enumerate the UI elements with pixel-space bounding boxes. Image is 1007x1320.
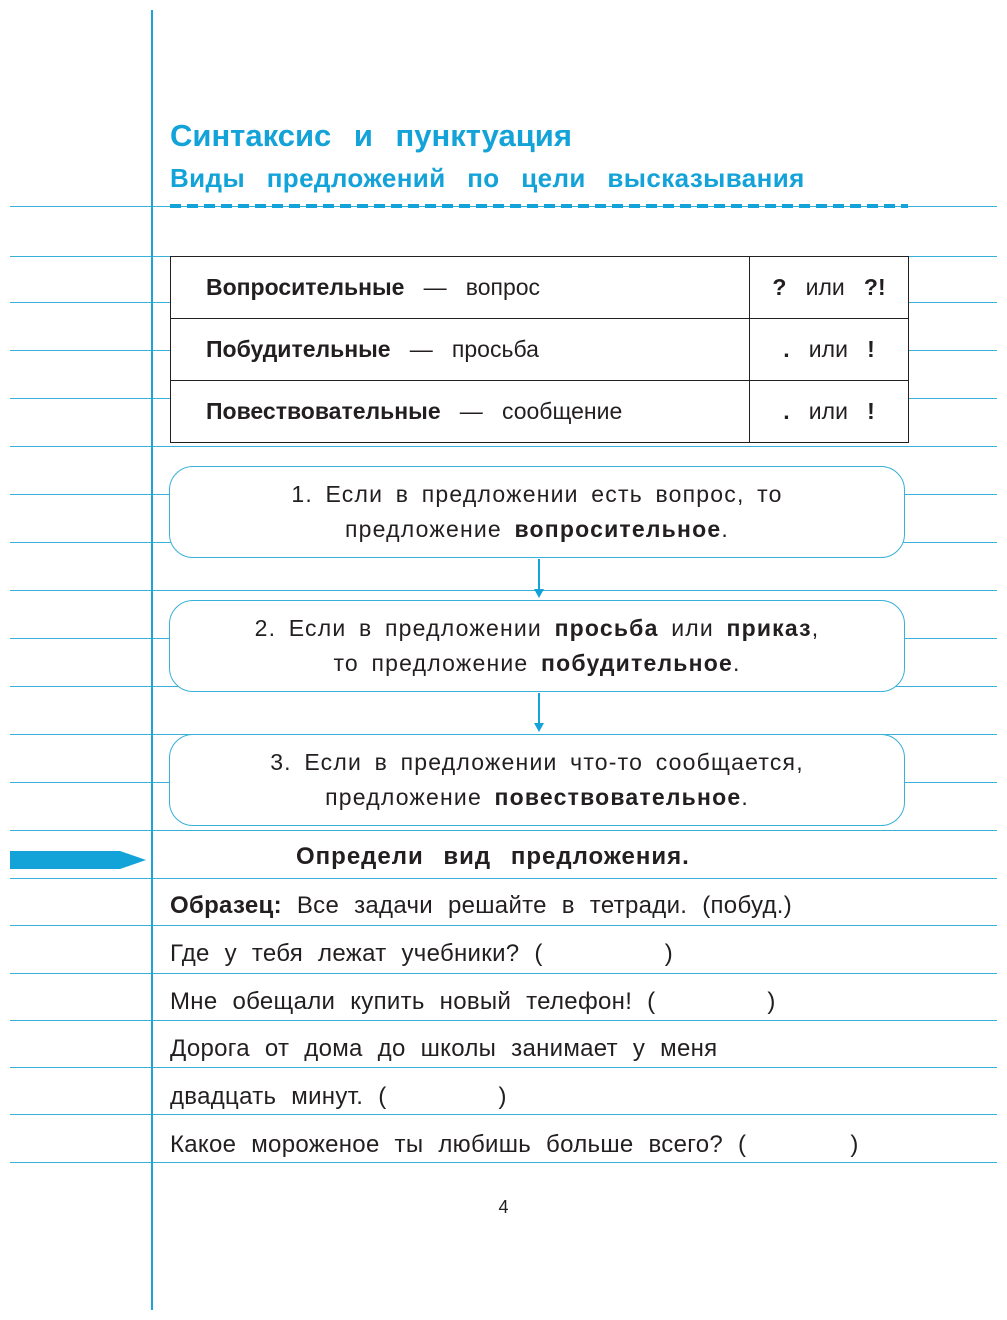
rule-line <box>170 611 904 646</box>
exercise-text: Где у тебя лежат учебники? ( <box>170 940 543 967</box>
pointer-arrow-tip <box>120 851 146 869</box>
type-dash: — <box>423 274 447 300</box>
rule-text: . <box>741 784 749 810</box>
dashed-divider <box>170 204 908 208</box>
rule-line: 3. Если в предложении что-то сообщается, <box>270 749 804 775</box>
type-meaning: вопрос <box>465 274 541 300</box>
rule-text: то предложение <box>333 650 529 676</box>
rule-box-question <box>169 466 905 558</box>
type-name: Повествовательные <box>206 398 441 424</box>
type-name: Побудительные <box>206 336 391 362</box>
sample-line <box>170 892 792 920</box>
type-dash: — <box>409 336 433 362</box>
exercise-line <box>170 988 776 1016</box>
rule-keyword: вопросительное <box>514 516 722 542</box>
or-word: или <box>808 336 848 362</box>
rule-line <box>170 646 904 681</box>
type-name: Вопросительные <box>206 274 405 300</box>
margin-line <box>151 10 153 1310</box>
rule-keyword: приказ <box>726 615 812 641</box>
page-title: Синтаксис и пунктуация <box>170 118 572 153</box>
sample-label: Образец: <box>170 892 282 919</box>
page-subtitle: Виды предложений по цели высказывания <box>170 163 805 193</box>
exercise-close: ) <box>664 940 673 967</box>
punctuation-mark: ! <box>867 336 875 362</box>
rule-keyword: повествовательное <box>494 784 742 810</box>
rule-line <box>170 780 904 815</box>
exercise-text: Мне обещали купить новый телефон! ( <box>170 988 656 1015</box>
rule-text: , <box>811 615 820 641</box>
exercise-text: Какое мороженое ты любишь больше всего? ( <box>170 1131 747 1158</box>
rule-keyword: просьба <box>554 615 659 641</box>
arrow-down-icon <box>534 589 544 598</box>
exercise-line <box>170 1035 717 1063</box>
exercise-line <box>170 1131 859 1159</box>
rule-text: . <box>732 650 741 676</box>
exercise-line <box>170 940 673 968</box>
type-meaning: просьба <box>451 336 539 362</box>
rule-text: 2. Если в предложении <box>254 615 542 641</box>
page-number: 4 <box>498 1197 509 1217</box>
pointer-arrow-icon <box>10 851 120 869</box>
punctuation-mark: ! <box>867 398 875 424</box>
task-instruction: Определи вид предложения. <box>296 843 690 870</box>
rule-text: предложение <box>345 516 502 542</box>
flow-arrow <box>538 559 540 589</box>
type-dash: — <box>459 398 483 424</box>
table-row <box>171 381 909 443</box>
rule-keyword: побудительное <box>541 650 733 676</box>
rule-box-statement <box>169 734 905 826</box>
punctuation-mark: . <box>783 336 790 362</box>
exercise-text: двадцать минут. ( <box>170 1083 387 1110</box>
rule-line <box>170 512 904 547</box>
punctuation-mark: ?! <box>863 274 886 300</box>
exercise-text: Дорога от дома до школы занимает у меня <box>170 1035 718 1062</box>
sentence-types-table <box>170 256 909 443</box>
rule-text: . <box>721 516 729 542</box>
table-row <box>171 257 909 319</box>
rule-box-request <box>169 600 905 692</box>
exercise-close: ) <box>498 1083 507 1110</box>
sample-text: Все задачи решайте в тетради. (побуд.) <box>296 892 793 919</box>
exercise-line <box>170 1083 507 1111</box>
rule-text: предложение <box>325 784 482 810</box>
type-meaning: сообщение <box>501 398 623 424</box>
rule-line: 1. Если в предложении есть вопрос, то <box>291 481 783 507</box>
punctuation-mark: . <box>783 398 790 424</box>
flow-arrow <box>538 693 540 723</box>
exercise-close: ) <box>767 988 776 1015</box>
rule-text: или <box>671 615 714 641</box>
table-row <box>171 319 909 381</box>
or-word: или <box>808 398 848 424</box>
arrow-down-icon <box>534 723 544 732</box>
exercise-close: ) <box>850 1131 859 1158</box>
punctuation-mark: ? <box>772 274 787 300</box>
or-word: или <box>805 274 845 300</box>
